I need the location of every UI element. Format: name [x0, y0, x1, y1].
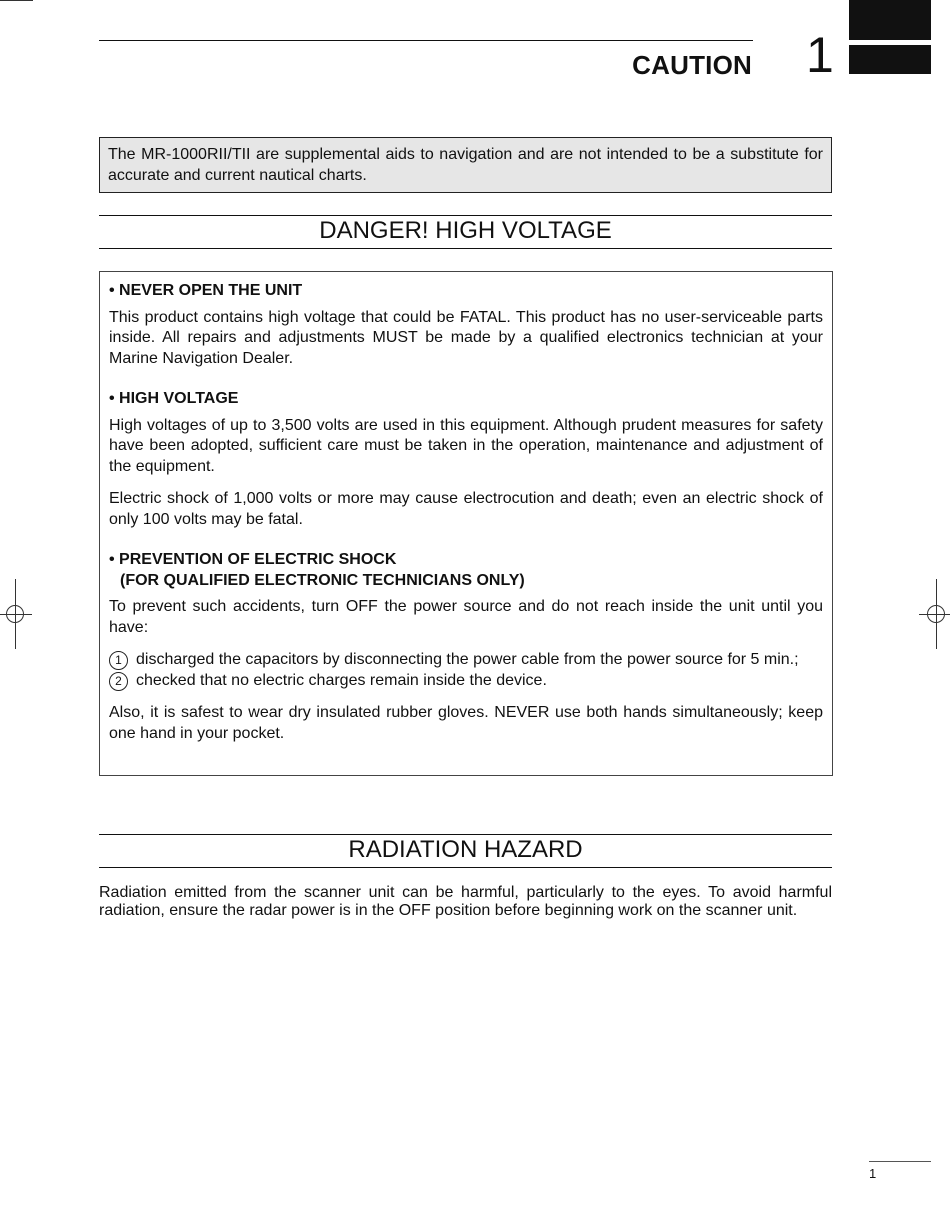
radiation-section-title: RADIATION HAZARD	[348, 836, 583, 863]
radiation-section-rule-bottom	[99, 867, 832, 868]
danger-section-title: DANGER! HIGH VOLTAGE	[319, 217, 612, 244]
high-voltage-heading: • HIGH VOLTAGE	[109, 390, 239, 407]
registration-stem-right	[936, 579, 937, 649]
prevention-step	[109, 671, 823, 692]
step-number-marker: 1	[109, 651, 128, 670]
navigation-notice-box: The MR-1000RII/TII are supplemental aids to navigation and are not intended to be a substitute for accurate and current nautical charts.	[99, 137, 832, 193]
never-open-heading: • NEVER OPEN THE UNIT	[109, 282, 303, 299]
page-number: 1	[869, 1166, 877, 1181]
registration-mark-left	[0, 597, 32, 631]
danger-section-rule-bottom	[99, 248, 832, 249]
radiation-text: Radiation emitted from the scanner unit can be harmful, particularly to the eyes. To avoid harmful radiation, ensure the radar power is in the OFF position before beginning work on the scanner unit.	[99, 884, 832, 919]
never-open-text: This product contains high voltage that could be FATAL. This product has no user-serviceable parts inside. All repairs and adjustments MUST be made by a qualified electronics technician at your Marine Navigation Dealer.	[109, 308, 823, 367]
danger-warning-box	[99, 271, 833, 776]
chapter-tab-lower	[849, 45, 931, 74]
high-voltage-text-2: Electric shock of 1,000 volts or more may cause electrocution and death; even an electric shock of only 100 volts may be fatal.	[109, 490, 823, 528]
radiation-section-rule-top	[99, 834, 832, 835]
crop-mark-top-left-vertical	[32, 0, 33, 1]
registration-stem-left	[15, 579, 16, 649]
high-voltage-text-1: High voltages of up to 3,500 volts are used in this equipment. Although prudent measures for safety have been adopted, sufficient care must be taken in the operation, maintenance and adjustment of the equipment.	[109, 416, 823, 475]
prevention-subheading: (FOR QUALIFIED ELECTRONIC TECHNICIANS ONLY)	[120, 571, 525, 589]
page-title: CAUTION	[632, 50, 752, 80]
prevention-heading: • PREVENTION OF ELECTRIC SHOCK	[109, 551, 397, 568]
registration-mark-right	[919, 597, 950, 631]
prevention-step	[109, 650, 823, 671]
step-text: discharged the capacitors by disconnecting the power cable from the power source for 5 min.;	[136, 651, 799, 668]
prevention-intro: To prevent such accidents, turn OFF the power source and do not reach inside the unit until you have:	[109, 598, 823, 636]
danger-section-rule-top	[99, 215, 832, 216]
chapter-number: 1	[806, 27, 834, 83]
step-number-marker: 2	[109, 672, 128, 691]
crop-mark-top-left	[0, 0, 32, 1]
footer-rule	[869, 1161, 931, 1162]
header-rule	[99, 40, 753, 41]
chapter-tab-upper	[849, 0, 931, 40]
prevention-closing: Also, it is safest to wear dry insulated rubber gloves. NEVER use both hands simultaneously; keep one hand in your pocket.	[109, 704, 823, 742]
step-text: checked that no electric charges remain inside the device.	[136, 671, 547, 689]
